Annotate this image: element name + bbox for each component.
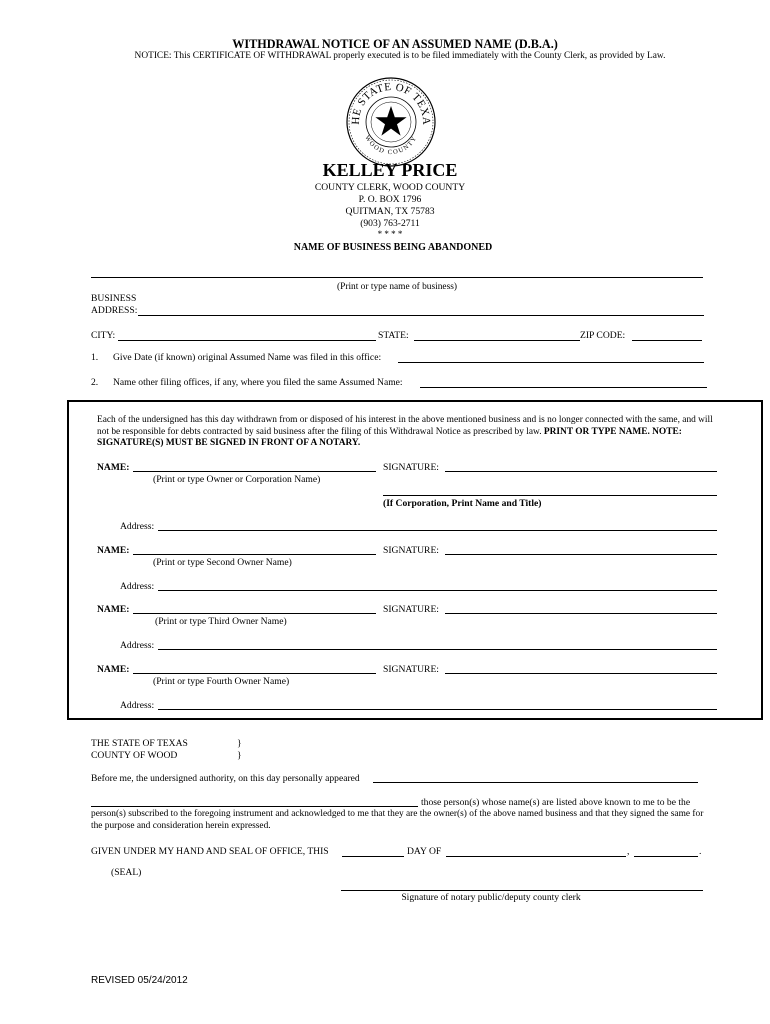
clerk-stars: * * * * bbox=[377, 229, 403, 239]
address-label: ADDRESS: bbox=[91, 305, 138, 316]
withdrawal-statement-text: Each of the undersigned has this day withdrawn from or disposed of his interest in the above mentioned business and is no longer connected with the same, and will not be responsible for debts contracted by said business after the filing of this Withdrawal Notice as prescribed by law. bbox=[97, 415, 713, 437]
owner-2-signature-label: SIGNATURE: bbox=[383, 545, 439, 556]
question-2-num: 2. bbox=[91, 377, 99, 388]
notary-signature-caption: Signature of notary public/deputy county clerk bbox=[401, 892, 581, 903]
owner-1-name-label: NAME: bbox=[97, 462, 130, 473]
owner-4-name-label: NAME: bbox=[97, 664, 130, 675]
owner-3-signature-label: SIGNATURE: bbox=[383, 604, 439, 615]
owner-4-signature-label: SIGNATURE: bbox=[383, 664, 439, 675]
question-2-text: Name other filing offices, if any, where you filed the same Assumed Name: bbox=[113, 377, 403, 388]
owner-2-name-label: NAME: bbox=[97, 545, 130, 556]
brace-1: } bbox=[237, 738, 242, 749]
owner-2-hint: (Print or type Second Owner Name) bbox=[153, 557, 292, 568]
revised-date: REVISED 05/24/2012 bbox=[91, 975, 188, 986]
before-me-text: Before me, the undersigned authority, on this day personally appeared bbox=[91, 773, 360, 784]
state-label: STATE: bbox=[378, 330, 409, 341]
subscribed-text: person(s) subscribed to the foregoing instrument and acknowledged to me that they are the owner(s) of the above named business and that they signed the same for the purpose and consideration herein expressed. bbox=[91, 809, 704, 831]
zip-field[interactable] bbox=[632, 340, 702, 341]
brace-2: } bbox=[237, 750, 242, 761]
corporation-hint: (If Corporation, Print Name and Title) bbox=[383, 498, 542, 509]
owner-3-address-field[interactable] bbox=[158, 649, 717, 650]
year-field[interactable] bbox=[634, 856, 698, 857]
owner-3-hint: (Print or type Third Owner Name) bbox=[155, 616, 287, 627]
filing-notice: NOTICE: This CERTIFICATE OF WITHDRAWAL properly executed is to be filed immediately with the County Clerk, as provided by Law. bbox=[134, 51, 666, 61]
owner-1-hint: (Print or type Owner or Corporation Name) bbox=[153, 474, 321, 485]
question-1-text: Give Date (if known) original Assumed Name was filed in this office: bbox=[113, 352, 382, 363]
owner-3-name-label: NAME: bbox=[97, 604, 130, 615]
county-seal bbox=[345, 76, 437, 168]
owner-1-address-label: Address: bbox=[120, 521, 155, 532]
owner-3-signature-field[interactable] bbox=[445, 613, 717, 614]
original-filing-date-field[interactable] bbox=[398, 362, 704, 363]
owner-1-address-field[interactable] bbox=[158, 530, 717, 531]
owner-3-address-label: Address: bbox=[120, 640, 155, 651]
owner-4-address-label: Address: bbox=[120, 700, 155, 711]
owner-2-name-field[interactable] bbox=[133, 554, 376, 555]
owner-4-signature-field[interactable] bbox=[445, 673, 717, 674]
clerk-title: COUNTY CLERK, WOOD COUNTY bbox=[314, 182, 466, 193]
seal-top-text: HE STATE OF TEXA bbox=[349, 80, 433, 126]
business-address-field[interactable] bbox=[138, 315, 704, 316]
zip-label: ZIP CODE: bbox=[580, 330, 626, 341]
state-of-texas: THE STATE OF TEXAS bbox=[91, 738, 188, 749]
owner-4-name-field[interactable] bbox=[133, 673, 376, 674]
section-title: NAME OF BUSINESS BEING ABANDONED bbox=[293, 242, 493, 253]
appeared-name-field[interactable] bbox=[373, 782, 698, 783]
question-1-num: 1. bbox=[91, 352, 99, 363]
owner-1-signature-label: SIGNATURE: bbox=[383, 462, 439, 473]
withdrawal-statement bbox=[97, 415, 725, 450]
appeared-name-field-2[interactable] bbox=[91, 806, 418, 807]
given-under-hand-text: GIVEN UNDER MY HAND AND SEAL OF OFFICE, THIS bbox=[91, 846, 329, 857]
owner-2-signature-field[interactable] bbox=[445, 554, 717, 555]
clerk-city: QUITMAN, TX 75783 bbox=[345, 206, 435, 217]
business-name-field[interactable] bbox=[91, 277, 703, 278]
form-title: WITHDRAWAL NOTICE OF AN ASSUMED NAME (D.B.A.) bbox=[232, 37, 558, 51]
clerk-phone: (903) 763-2711 bbox=[360, 218, 420, 229]
day-field[interactable] bbox=[342, 856, 404, 857]
business-label: BUSINESS bbox=[91, 293, 137, 304]
owner-3-name-field[interactable] bbox=[133, 613, 376, 614]
owner-2-address-field[interactable] bbox=[158, 590, 717, 591]
seal-label: (SEAL) bbox=[111, 867, 142, 878]
owner-4-address-field[interactable] bbox=[158, 709, 717, 710]
city-field[interactable] bbox=[118, 340, 376, 341]
clerk-po-box: P. O. BOX 1796 bbox=[358, 194, 422, 205]
owner-1-name-field[interactable] bbox=[133, 471, 376, 472]
business-name-hint: (Print or type name of business) bbox=[336, 282, 458, 292]
comma: , bbox=[627, 846, 630, 857]
known-persons-text: those person(s) whose name(s) are listed above known to me to be the bbox=[421, 797, 691, 808]
period: . bbox=[699, 846, 702, 857]
star-icon bbox=[375, 106, 406, 136]
withdrawal-statement-note: PRINT OR TYPE NAME. NOTE: SIGNATURE(S) MUST BE SIGNED IN FRONT OF A NOTARY. bbox=[97, 426, 682, 449]
month-field[interactable] bbox=[446, 856, 626, 857]
notary-signature-field[interactable] bbox=[341, 890, 703, 891]
city-label: CITY: bbox=[91, 330, 116, 341]
corporation-title-field[interactable] bbox=[383, 495, 717, 496]
day-of-text: DAY OF bbox=[407, 846, 442, 857]
state-field[interactable] bbox=[414, 340, 580, 341]
other-filing-offices-field[interactable] bbox=[420, 387, 707, 388]
county-of-wood: COUNTY OF WOOD bbox=[91, 750, 178, 761]
clerk-name: KELLEY PRICE bbox=[322, 160, 458, 180]
owner-4-hint: (Print or type Fourth Owner Name) bbox=[153, 676, 290, 687]
owner-1-signature-field[interactable] bbox=[445, 471, 717, 472]
seal-bottom-text: WOOD COUNTY bbox=[363, 134, 419, 157]
owner-2-address-label: Address: bbox=[120, 581, 155, 592]
